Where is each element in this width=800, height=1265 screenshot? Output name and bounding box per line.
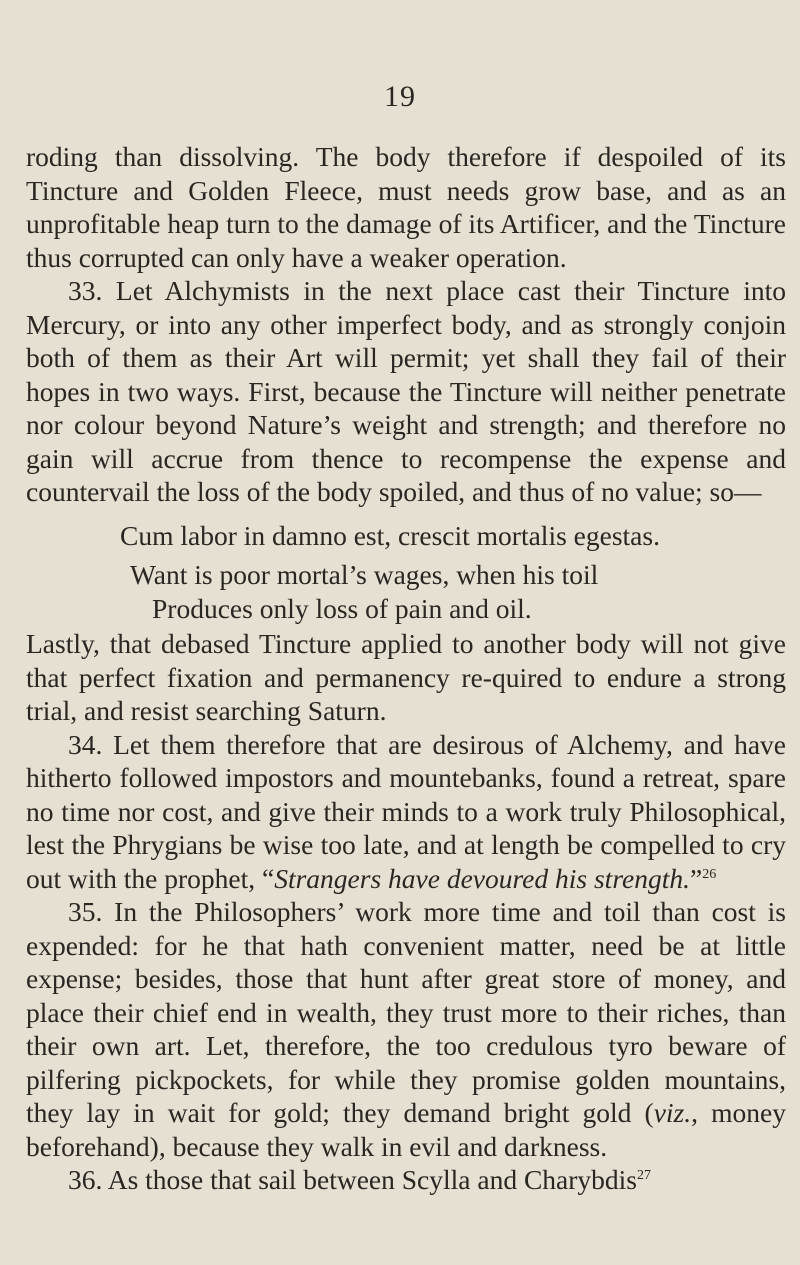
closing-quote-mark: ” — [689, 862, 703, 894]
paragraph-35 — [26, 895, 786, 1163]
viz-abbreviation: viz. — [653, 1097, 692, 1128]
paragraph-36 — [26, 1163, 786, 1197]
paragraph-35-text-1: 35. In the Philosophers’ work more time and toil than cost is expended: for he that hath convenient matter, need be at little expense; besides, those that hunt after great store of money, and place their chief end in wealth, they trust more to their riches, than their own art. Let, therefore, the too credulous tyro beware of pilfering pickpockets, for while they promise golden mountains, they lay in wait for gold; they demand bright gold ( — [26, 896, 786, 1128]
page-text — [26, 140, 786, 1197]
footnote-marker-26: 26 — [702, 866, 717, 882]
paragraph-lastly: Lastly, that debased Tincture applied to another body will not give that perfect fixation and permanency re-quired to endure a strong trial, and resist searching Saturn. — [26, 628, 786, 726]
verse-line-2: Produces only loss of pain and oil. — [152, 592, 532, 624]
paragraph-35-text-2: , money beforehand), because they walk in evil and darkness. — [26, 1097, 786, 1162]
prophet-quotation: Strangers have devoured his strength. — [274, 862, 690, 894]
paragraph-36-text: 36. As those that sail between Scylla and Charybdis — [68, 1164, 638, 1195]
paragraph-34-text: 34. Let them therefore that are desirous of Alchemy, and have hitherto followed impostors and mountebanks, found a retreat, spare no time nor cost, and give their minds to a work truly Philosophical, lest the Phrygians be wise too late, and at length be compelled to cry out with the prophet, “ — [26, 728, 786, 894]
paragraph-33: 33. Let Alchymists in the next place cast their Tincture into Mercury, or into any other imperfect body, and as strongly conjoin both of them as their Art will permit; yet shall they fail of their hopes in two ways. First, because the Tincture will neither penetrate nor colour beyond Nature’s weight and strength; and therefore no gain will accrue from thence to recompense the expense and countervail the loss of the body spoiled, and thus of no value; so— — [26, 275, 786, 507]
verse-line-1: Want is poor mortal’s wages, when his toil — [130, 559, 599, 590]
footnote-marker-27: 27 — [637, 1167, 652, 1183]
latin-quotation: Cum labor in damno est, crescit mortalis egestas. — [120, 519, 660, 551]
page-number: 19 — [384, 80, 416, 113]
paragraph-34 — [26, 728, 786, 896]
paragraph-continuation: roding than dissolving. The body therefore if despoiled of its Tincture and Golden Fleece, must needs grow base, and as an unprofitable heap turn to the damage of its Artificer, and the Tincture thus corrupted can only have a weaker operation. — [26, 141, 786, 273]
